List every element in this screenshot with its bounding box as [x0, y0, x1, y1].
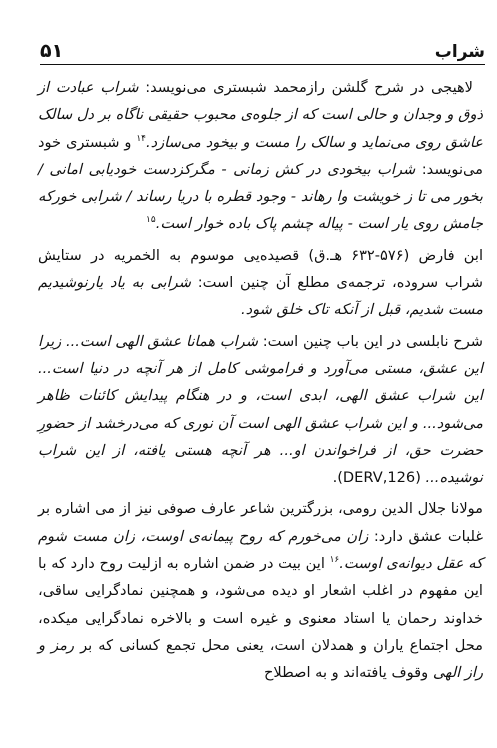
page-header: [40, 34, 485, 65]
text-run: لاهیجی در شرح گلشن رازمحمد شبستری می‌نویسد:: [138, 79, 474, 96]
page-number: ۵۱: [40, 40, 64, 62]
footnote-ref: ۱۶: [329, 555, 340, 566]
text-run: این بیت در ضمن اشاره به ازلیت روح دارد که با این مفهوم در اغلب اشعار او دیده می‌شود، و همچنین نمادگرایی ساقی، خداوند رحمان یا استاد معنوی و غیره است و بالاخره نمادگرایی میکده، محل اجتماع یاران و همدلان است، یعنی محل تجمع کسانی که بر: [38, 555, 483, 654]
quote-lahiji: شراب عبادت از ذوق و وجدان و حالی است که از جلوه‌ی محبوب حقیقی ناگاه بر دل سالک عاشق روی می‌نماید و سالک را مست و بیخود می‌سازد.: [38, 79, 484, 151]
paragraph-nabulsi: [38, 328, 483, 492]
text-run: وقوف یافته‌اند و به اصطلاح: [263, 664, 433, 682]
body-text: [38, 74, 483, 691]
text-run: مولانا جلال الدین رومی، بزرگترین شاعر عارف صوفی نیز از می اشاره بر غلبات عشق دارد:: [38, 500, 483, 545]
text-run: شرح نابلسی در این باب چنین است:: [257, 332, 483, 350]
paragraph-ibn-farid: [38, 242, 483, 324]
paragraph-lahiji: [38, 74, 483, 238]
text-run: و شبستری خود می‌نویسد:: [38, 133, 483, 178]
quote-ibn-farid: شرابی به یاد یارنوشیدیم مست شدیم، قبل از آنکه تاک خلق شود.: [38, 274, 483, 319]
running-title: شراب: [434, 42, 485, 62]
quote-rumi: زان می‌خورم که روح پیمانه‌ی اوست، زان مست شوم که عقل دیوانه‌ی اوست.: [38, 527, 483, 573]
quote-nabulsi: شراب همانا عشق الهی است... زیرا این عشق، مستی می‌آورد و فراموشی کامل از هر آنچه در دنیا است... این شراب عشق الهی، ابدی است، و در هنگام پیدایش کائنات ظاهر می‌شود... و این شراب عشق الهی است آن نوری که می‌درخشد از حضورِ حضرت حق، از فراخواندن او... هر آنچه هستی یافته، از این شراب نوشیده...: [38, 332, 483, 487]
footnote-ref: ۱۵: [146, 215, 156, 226]
emphasis-term: رمز و راز الهی: [38, 636, 483, 682]
paragraph-rumi: [38, 495, 483, 686]
footnote-ref: ۱۴: [136, 133, 146, 144]
text-run: ابن فارض (۵۷۶-۶۳۲ هـ.ق) قصیده‌یی موسوم به الخمریه در ستایش شراب سروده، ترجمه‌ی مطلع آن چنین است:: [38, 246, 483, 292]
citation: (DERV,126).: [332, 469, 426, 487]
quote-shabestari: شراب بیخودی در کش زمانی - مگرکزدست خودیابی امانی / بخور می تا ز خویشت وا رهاند - وجود قطره با دریا رساند / شرابی خورکه جامش روی یار است - پیاله چشم پاک باده خوار است.: [38, 160, 483, 233]
